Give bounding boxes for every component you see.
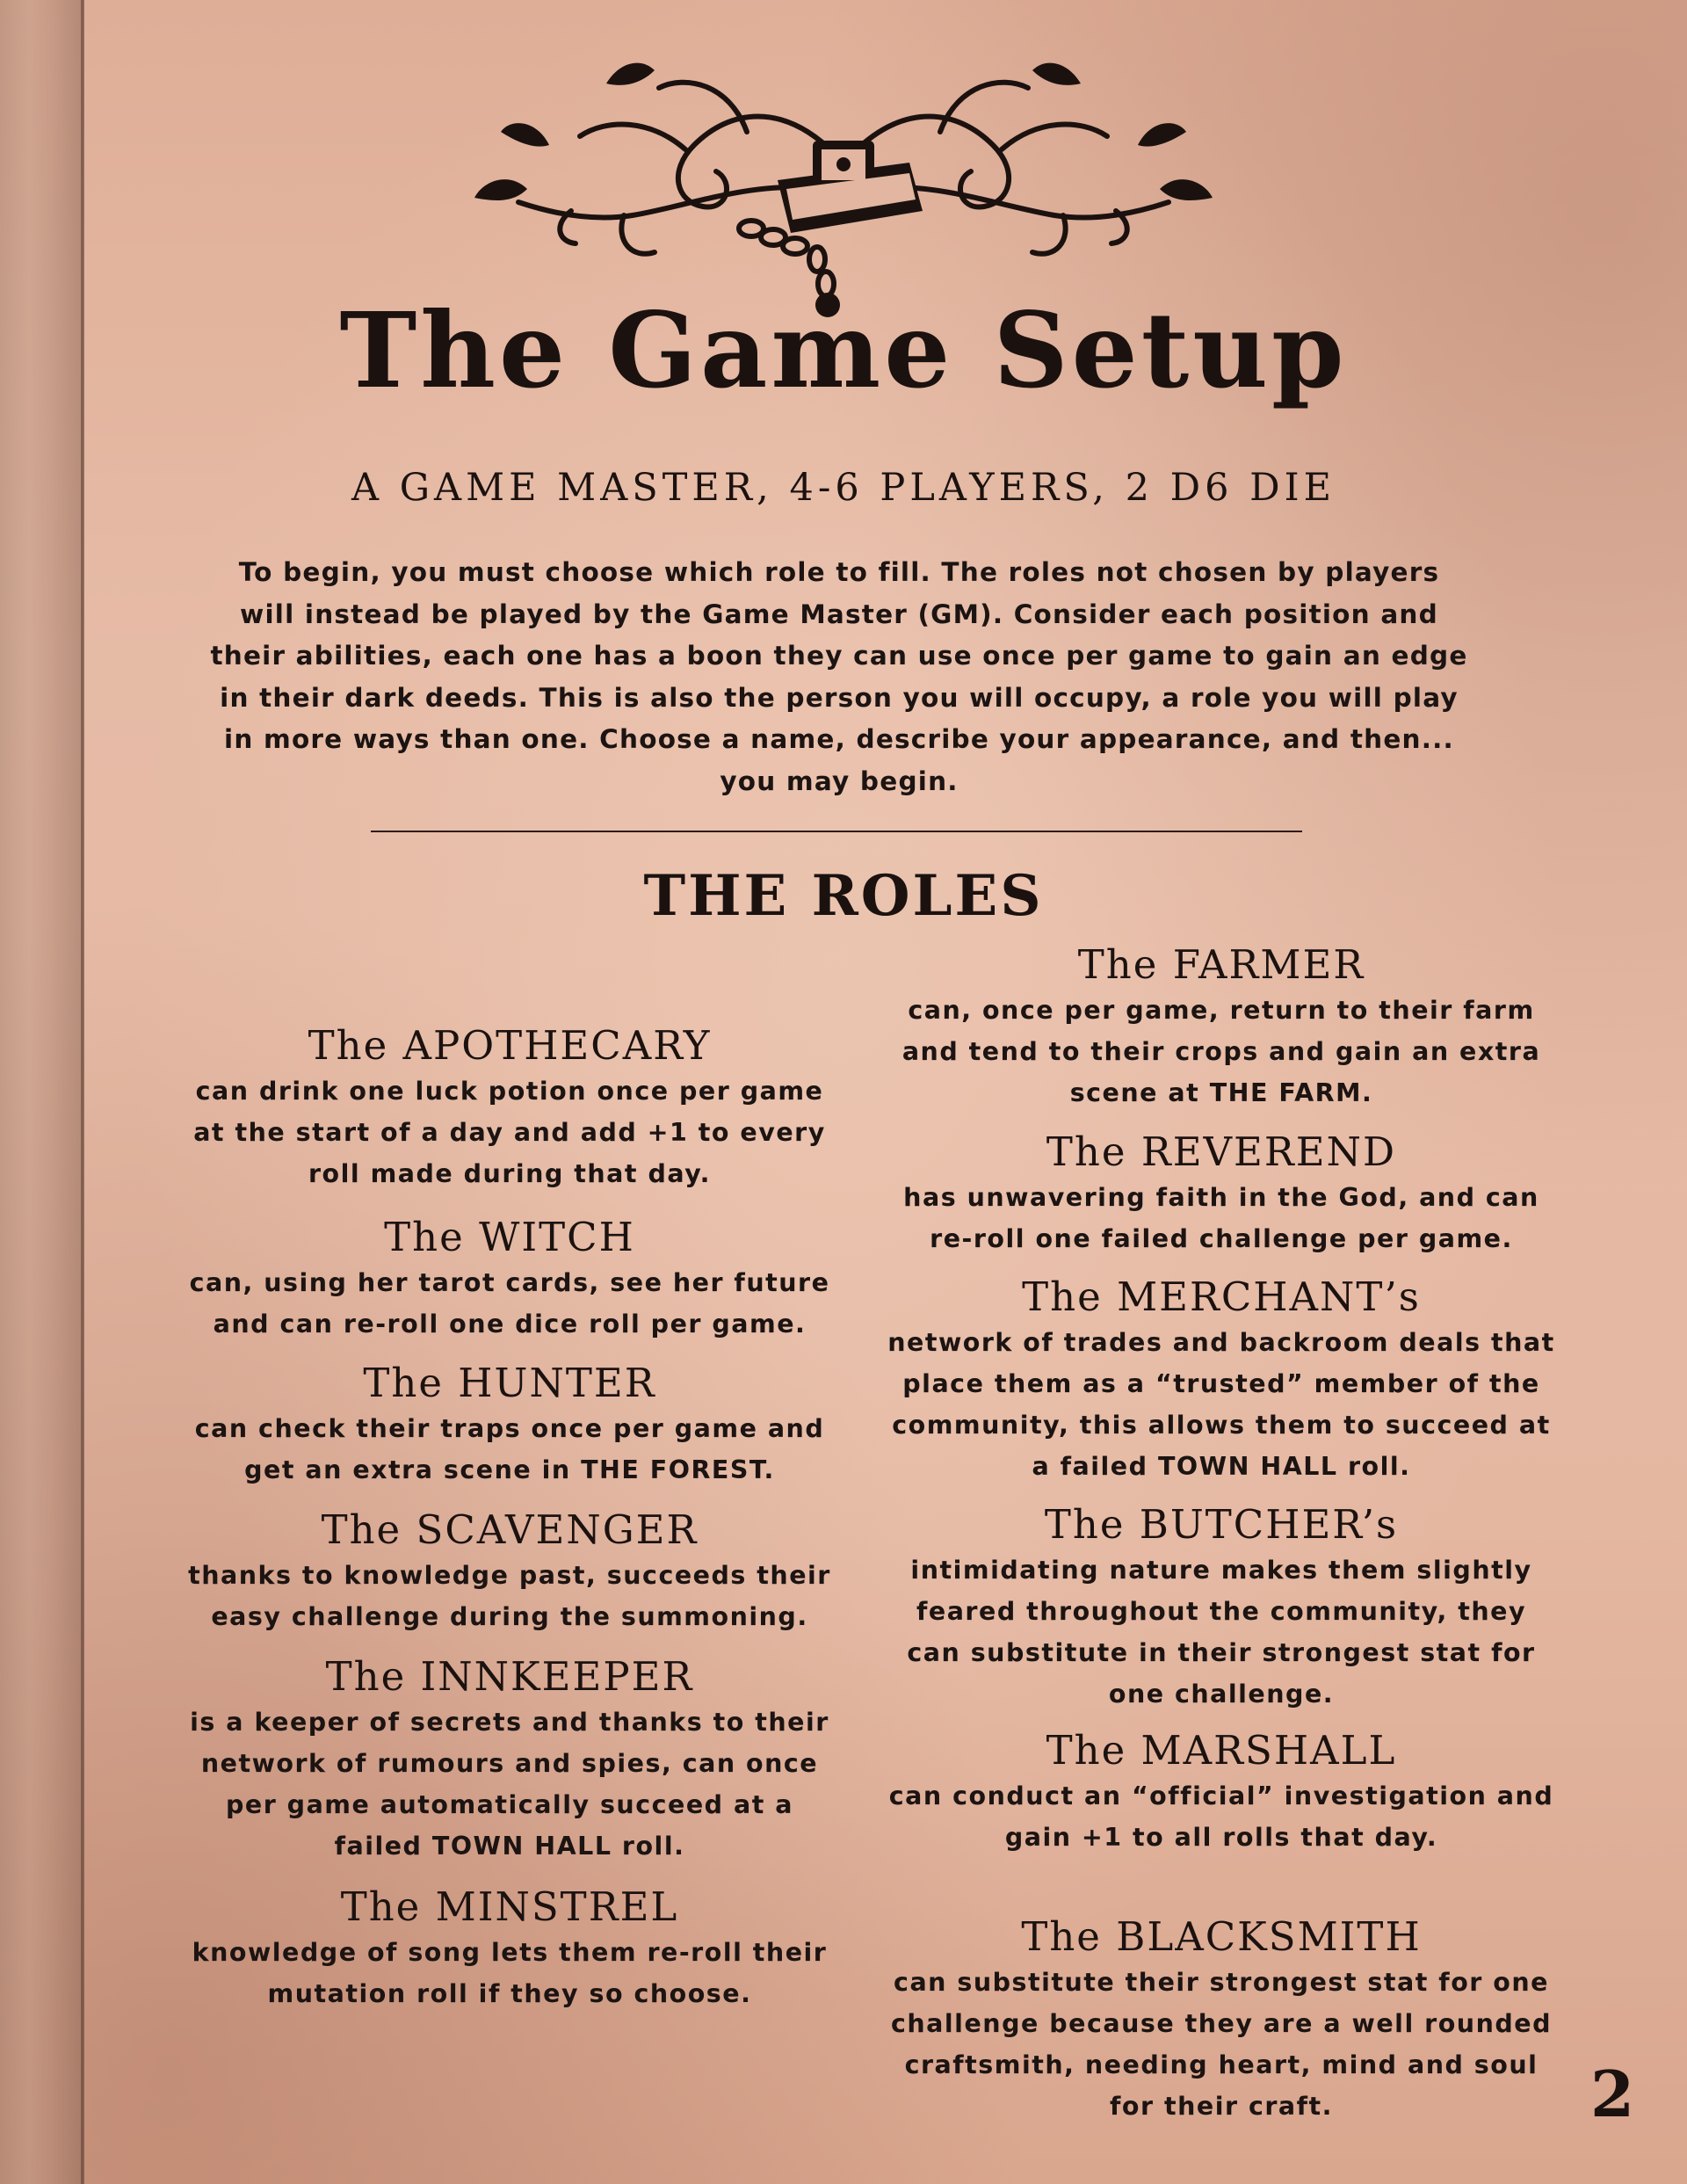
role-hunter (180, 1359, 839, 1491)
page-title: The Game Setup (339, 289, 1348, 411)
role-name: The REVEREND (1046, 1128, 1397, 1175)
role-farmer (887, 940, 1555, 1114)
role-description: can drink one luck potion once per game at the start of a day and add +1 to every roll made during that day. (193, 1077, 826, 1188)
role-description: knowledge of song lets them re-roll their mutation roll if they so choose. (192, 1938, 828, 2008)
role-description: can conduct an “official” investigation and gain +1 to all rolls that day. (888, 1781, 1554, 1852)
role-name: The MINSTREL (340, 1883, 679, 1930)
role-description: network of trades and backroom deals that place them as a “trusted” member of the community, this allows them to succeed at a failed TOWN HALL roll. (887, 1328, 1555, 1481)
role-name: The INNKEEPER (325, 1653, 694, 1700)
role-name: The HUNTER (363, 1360, 656, 1406)
padlock-chain-flourish-icon (466, 48, 1221, 321)
role-name: The BUTCHER’s (1044, 1501, 1399, 1548)
role-name: The WITCH (384, 1214, 635, 1260)
role-description: can check their traps once per game and get an extra scene in THE FOREST. (194, 1414, 825, 1484)
role-name: The APOTHECARY (308, 1022, 712, 1069)
role-description: intimidating nature makes them slightly feared throughout the community, they can substitute in their strongest stat for one challenge. (907, 1556, 1536, 1709)
role-description: is a keeper of secrets and thanks to their network of rumours and spies, can once per game automatically succeed at a failed TOWN HALL roll. (190, 1708, 829, 1861)
role-butcher (887, 1500, 1555, 1715)
role-minstrel (180, 1883, 839, 2014)
role-merchant (887, 1273, 1555, 1487)
role-description: has unwavering faith in the God, and can re-roll one failed challenge per game. (903, 1183, 1539, 1253)
role-apothecary (180, 1021, 839, 1194)
role-name: The MARSHALL (1046, 1727, 1397, 1774)
role-description: can, once per game, return to their farm and tend to their crops and gain an extra scene at THE FARM. (901, 996, 1541, 1107)
role-reverend (887, 1128, 1555, 1259)
section-divider (371, 831, 1302, 832)
roles-heading: THE ROLES (643, 863, 1044, 929)
role-name: The MERCHANT’s (1022, 1273, 1421, 1320)
role-scavenger (180, 1506, 839, 1637)
role-description: thanks to knowledge past, succeeds their easy challenge during the summoning. (188, 1561, 831, 1631)
page-number: 2 (1589, 2057, 1635, 2131)
role-description: can, using her tarot cards, see her future and can re-roll one dice roll per game. (189, 1268, 830, 1339)
intro-paragraph: To begin, you must choose which role to fill. The roles not chosen by players will instead be played by the Game Master (GM). Consider each position and their abilities, each one has a boon they can use once per game to gain an edge in their dark deeds. This is also the person you will occupy, a role you will play in more ways than one. Choose a name, describe your appearance, and then... you may begin. (210, 557, 1468, 796)
role-description: can substitute their strongest stat for one challenge because they are a well rounded craftsmith, needing heart, mind and soul for their craft. (891, 1968, 1552, 2121)
role-name: The BLACKSMITH (1021, 1913, 1422, 1960)
role-blacksmith (887, 1912, 1555, 2127)
role-name: The FARMER (1077, 941, 1365, 988)
role-witch (180, 1213, 839, 1345)
role-name: The SCAVENGER (321, 1506, 699, 1553)
role-innkeeper (180, 1652, 839, 1867)
role-marshall (887, 1726, 1555, 1858)
page-subtitle: A GAME MASTER, 4-6 PLAYERS, 2 D6 DIE (351, 466, 1336, 510)
